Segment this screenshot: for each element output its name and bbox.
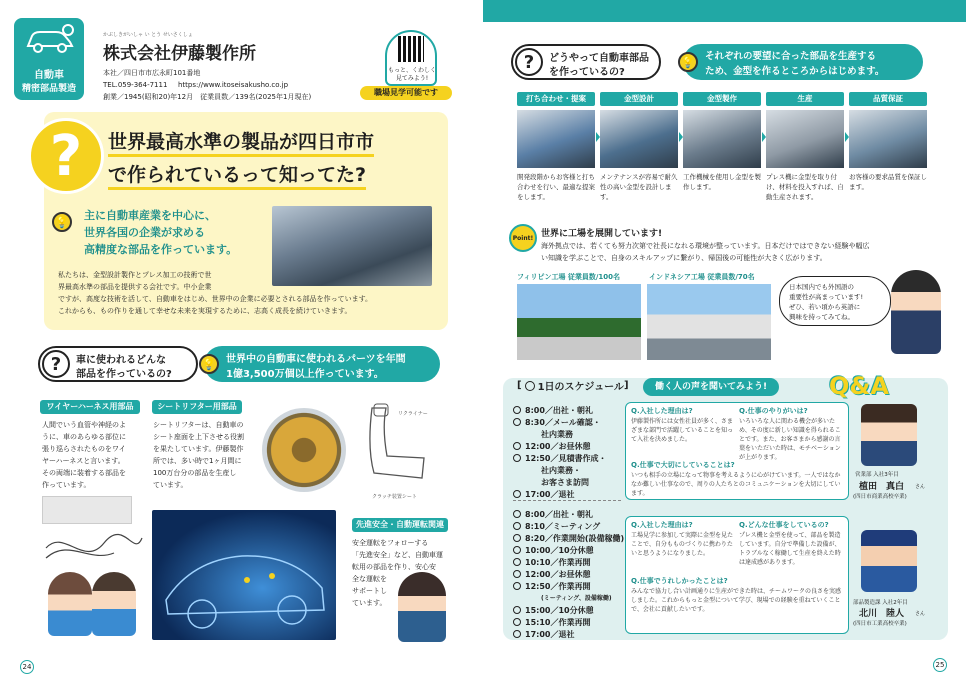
clock-icon [513, 454, 521, 462]
bracket-left: [ [517, 380, 522, 391]
qa-answer: 伊藤製作所には女性社員が多く、さまざまな部門で活躍していることを知って入社を決めました。 [631, 418, 734, 443]
schedule-row [513, 520, 600, 532]
clock-icon [513, 418, 521, 426]
page-number-right: 25 [933, 658, 947, 672]
schedule-text: (ミーティング、設備稼働) [541, 594, 612, 602]
a1-line-2: ため、金型を作るところからはじめます。 [705, 66, 885, 77]
global-text-2: い知識を学ぶことで、自身のスキルアップに繋がり、帰国後の可能性が大きく広がります。 [541, 254, 827, 262]
category-line2: 精密部品製造 [21, 84, 76, 94]
schedule-text: 8:20／作業開始(設備稼働) [525, 533, 625, 543]
tour-badge: 職場見学可能です [360, 86, 452, 100]
person-b-school: (四日市工業高校卒業) [853, 621, 907, 627]
a2-lightbulb-icon: 💡 [199, 354, 219, 374]
step-photo [517, 110, 595, 168]
schedule-row [513, 556, 590, 568]
step-title: 品質保証 [849, 92, 927, 106]
clock-icon [513, 618, 521, 626]
schedule-row [513, 440, 590, 452]
qa-question: Q.仕事で大切にしていることは? [631, 461, 735, 469]
id-factory-photo [647, 284, 771, 360]
q1-question-icon: ? [515, 48, 543, 76]
businessman-character [891, 270, 941, 354]
clock-icon [513, 534, 521, 542]
person-a-suffix: さん [915, 484, 926, 490]
a1-lightbulb-icon: 💡 [678, 52, 698, 72]
schedule-row [513, 488, 574, 500]
category-badge [14, 18, 84, 100]
person-b-role: 部品製造課 入社2年目 [853, 600, 908, 606]
schedule-text: 8:10／ミーティング [525, 521, 601, 531]
headline-1: 世界最高水準の製品が四日市市 [108, 127, 374, 157]
woman-guide-character [398, 572, 446, 642]
car-seat-illustration [352, 398, 442, 498]
harness-1: 人間でいう血管や神経のよ [42, 421, 126, 429]
a2-line-1: 世界中の自動車に使われるパーツを年間 [226, 354, 406, 365]
person-a-role: 営業部 入社3年目 [855, 472, 899, 478]
schedule-text: 17:00／退社 [525, 629, 575, 639]
seat-label-2: クラッチ装置シート [372, 494, 417, 500]
harness-part-photo [42, 496, 132, 524]
schedule-text: 社内業務・ [541, 465, 581, 475]
point-label: Point! [512, 234, 534, 242]
q1-line-1: どうやって自動車部品 [549, 53, 649, 64]
voices-title: 働く人の声を聞いてみよう! [643, 378, 779, 396]
schedule-text: お客さま訪問 [541, 477, 589, 487]
harness-5: その両端に装着する部品を [42, 469, 126, 477]
step-title: 金型設計 [600, 92, 678, 106]
clock-icon [513, 406, 521, 414]
safety-6: ています。 [352, 599, 387, 607]
qa-answer: みんなで協力し合い計画通りに生産ができた時は、チームワークの良さを実感しました。これからもっと金型について学び、現場での経験を重ねていくことで、会社に貢献したいです。 [631, 588, 842, 613]
body-3: ですが、高度な技術を活して、自動車をはじめ、世界中の企業に必要とされる部品を作っています。 [58, 295, 373, 303]
seat-3: を果たしています。伊藤製作 [153, 445, 244, 453]
step-photo [849, 110, 927, 168]
seat-2: シート座面を上下させる役割 [153, 433, 244, 441]
body-1: 私たちは、金型設計製作とプレス加工の技術で世 [58, 271, 212, 279]
clock-icon [513, 522, 521, 530]
schedule-row [513, 532, 624, 544]
id-factory-label: インドネシア工場 従業員数/70名 [649, 273, 755, 281]
bubble-1: 日本国内でも外国語の [789, 283, 854, 291]
seat-5: 100万台分の部品を生産し [153, 469, 237, 477]
person-b-photo [861, 530, 917, 592]
ph-factory-label: フィリピン工場 従業員数/100名 [517, 273, 621, 281]
clock-icon [525, 381, 535, 391]
qa-answer: いつも相手の立場になって物事を考えるように心がけています。一人ではなかなか難しい仕事なので、周りの人たちとのコミュニケーションを大切にしています。 [631, 472, 841, 497]
schedule-text: 8:00／出社・朝礼 [525, 509, 593, 519]
clock-icon [513, 606, 521, 614]
car-icon [22, 24, 76, 56]
ph-factory-photo [517, 284, 641, 360]
step-text: 工作機械を使用し金型を製作します。 [683, 173, 761, 191]
intro-2: 世界各国の企業が求める [84, 226, 205, 239]
step-title: 打ち合わせ・提案 [517, 92, 595, 106]
harness-6: 作っています。 [42, 481, 91, 489]
schedule-text: 17:00／退社 [525, 489, 575, 499]
step-photo [683, 110, 761, 168]
qa-question: Q.入社した理由は? [631, 521, 693, 529]
step-title: 生産 [766, 92, 844, 106]
gear-part-illustration [262, 408, 346, 492]
safety-tag: 先進安全・自動運転関連 [352, 518, 448, 532]
schedule-row [513, 452, 606, 464]
person-b-suffix: さん [915, 611, 926, 617]
company-name: 株式会社伊藤製作所 [103, 44, 256, 64]
global-title: 世界に工場を展開しています! [541, 229, 663, 239]
company-address: 本社／四日市市広永町101番地 [103, 69, 201, 77]
schedule-text: 8:00／出社・朝礼 [525, 405, 593, 415]
right-page [483, 0, 966, 682]
schedule-row [513, 416, 601, 428]
harness-2: うに、車のあらゆる部位に [42, 433, 126, 441]
schedule-row [513, 604, 594, 616]
child-character-boy [92, 572, 136, 636]
schedule-row [513, 544, 594, 556]
harness-4: ヤーハーネスと言います。 [42, 457, 125, 465]
bubble-3: ぜひ、若い頃から英語に [789, 303, 861, 311]
schedule-row [513, 568, 590, 580]
headline-2: で作られているって知ってた? [108, 160, 366, 190]
schedule-text: 8:30／メール確認・ [525, 417, 601, 427]
qa-question: Q.仕事でうれしかったことは? [631, 577, 728, 585]
page-number-left: 24 [20, 660, 34, 674]
step-photo [766, 110, 844, 168]
clock-icon [513, 546, 521, 554]
schedule-row [541, 428, 573, 440]
schedule-text: 12:00／お昼休憩 [525, 569, 591, 579]
safety-3: 転用の部品を作り、安心安 [352, 563, 436, 571]
schedule-row [513, 616, 590, 628]
child-character-girl [48, 572, 92, 636]
step-text: プレス機に金型を取り付け、材料を投入すれば、自動生産されます。 [766, 173, 844, 201]
a2-line-2: 1億3,500万個以上作っています。 [226, 369, 384, 380]
seat-label-1: リクライナー [398, 411, 428, 417]
person-a-school: (四日市商業高校卒業) [853, 494, 907, 500]
seat-1: シートリフターは、自動車の [153, 421, 244, 429]
qa-question: Q.どんな仕事をしているの? [739, 521, 829, 529]
qr-code-icon[interactable] [398, 36, 424, 62]
schedule-text: 10:10／作業再開 [525, 557, 591, 567]
clock-icon [513, 442, 521, 450]
car-wireframe-icon [152, 510, 336, 640]
category-line1: 自動車 [34, 70, 64, 81]
safety-4: 全な運転を [352, 575, 387, 583]
bubble-2: 重要性が高まっています! [789, 293, 864, 301]
harness-3: 張り巡らされたものをワイ [42, 445, 126, 453]
schedule-text: 12:50／作業再開 [525, 581, 591, 591]
schedule-divider [513, 500, 621, 501]
person-a-name: 植田 真白 [859, 482, 905, 492]
step-text: 開発段階からお客様と打ち合わせを行い、最適な提案をします。 [517, 173, 595, 201]
point-badge [509, 224, 537, 252]
schedule-title-text: 1日のスケジュール [537, 382, 624, 393]
schedule-row [513, 628, 574, 640]
intro-3: 高精度な部品を作っています。 [84, 243, 238, 256]
clock-icon [513, 582, 521, 590]
schedule-row [541, 592, 612, 604]
clock-icon [513, 510, 521, 518]
schedule-row [513, 508, 593, 520]
qr-caption-1: もっと、くわしく [387, 67, 436, 74]
qa-title: Q&A [829, 372, 889, 400]
schedule-row [513, 580, 590, 592]
step-title: 金型製作 [683, 92, 761, 106]
step-text: お客様の要求品質を保証します。 [849, 173, 927, 191]
schedule-title [517, 378, 629, 393]
bracket-right: ] [623, 380, 629, 391]
company-url[interactable]: https://www.itoseisakusho.co.jp [178, 81, 289, 89]
schedule-row [541, 476, 589, 488]
qa-answer: いろいろな人に関わる機会が多いため、その度に新しい知識を得られることです。また、お客さまから感謝の言葉をいただいた時は、モチベーションが上がります。 [739, 418, 841, 461]
safety-2: 「先進安全」など、自動車運 [352, 551, 443, 559]
seat-4: 所では、多い時で1ヶ月間に [153, 457, 242, 465]
global-text-1: 海外拠点では、若くても努力次第で社長になれる環境が整っています。日本だけではできない経験や幅広 [541, 242, 870, 250]
step-photo [600, 110, 678, 168]
clock-icon [513, 570, 521, 578]
clock-icon [513, 630, 521, 638]
a1-line-1: それぞれの要望に合った部品を生産する [705, 51, 877, 62]
clock-icon [513, 558, 521, 566]
seat-6: ています。 [153, 481, 188, 489]
qa-question: Q.仕事のやりがいは? [739, 407, 808, 415]
q2-line-1: 車に使われるどんな [76, 355, 166, 366]
schedule-row [541, 464, 581, 476]
question-mark-icon: ? [28, 118, 104, 194]
company-founded: 創業／1945(昭和20)年12月 従業員数／139名(2025年1月現在) [103, 93, 312, 101]
schedule-text: 12:50／見積書作成・ [525, 453, 607, 463]
schedule-text: 社内業務 [541, 429, 573, 439]
schedule-text: 15:00／10分休憩 [525, 605, 594, 615]
schedule-text: 12:00／お昼休憩 [525, 441, 591, 451]
q2-line-2: 部品を作っているの? [76, 369, 172, 380]
intro-1: 主に自動車産業を中心に、 [84, 209, 216, 222]
person-b-name: 北川 陸人 [859, 609, 905, 619]
top-band [483, 0, 966, 22]
person-a-photo [861, 404, 917, 466]
schedule-text: 15:10／作業再開 [525, 617, 591, 627]
clock-icon [513, 490, 521, 498]
body-4: これからも、もの作りを通して幸せな未来を実現するために、志高く成長を続けていきます。 [58, 307, 352, 315]
qa-question: Q.入社した理由は? [631, 407, 693, 415]
safety-5: サポートし [352, 587, 387, 595]
step-text: メンテナンスが容易で耐久性の高い金型を設計します。 [600, 173, 678, 201]
harness-tag: ワイヤーハーネス用部品 [40, 400, 140, 414]
qa-answer: 工場見学に参加して実際に金型を見たことで、自分もものづくりに携わりたいと思うようになりました。 [631, 532, 734, 557]
schedule-row [513, 404, 593, 416]
seat-tag: シートリフター用部品 [152, 400, 242, 414]
safety-1: 安全運転をフォローする [352, 539, 429, 547]
lightbulb-icon: 💡 [52, 212, 72, 232]
q1-line-2: を作っているの? [549, 67, 625, 78]
qa-answer: プレス機と金型を使って、部品を製造しています。自分で準備した設備が、トラブルなく稼働して生産を終えた時は達成感があります。 [739, 532, 841, 566]
body-2: 界最高水準の部品を提供する会社です。中小企業 [58, 283, 212, 291]
bubble-4: 興味を持ってみてね。 [789, 313, 854, 321]
schedule-text: 10:00／10分休憩 [525, 545, 594, 555]
q2-question-icon: ? [42, 350, 70, 378]
company-ruby: かぶしきがいしゃ い とう せいさくしょ [103, 32, 193, 38]
company-tel: TEL.059-364-7111 [103, 81, 168, 89]
qr-caption-2: 見てみよう! [395, 75, 429, 82]
wire-harness-illustration [44, 528, 144, 568]
factory-aerial-photo [272, 206, 432, 286]
